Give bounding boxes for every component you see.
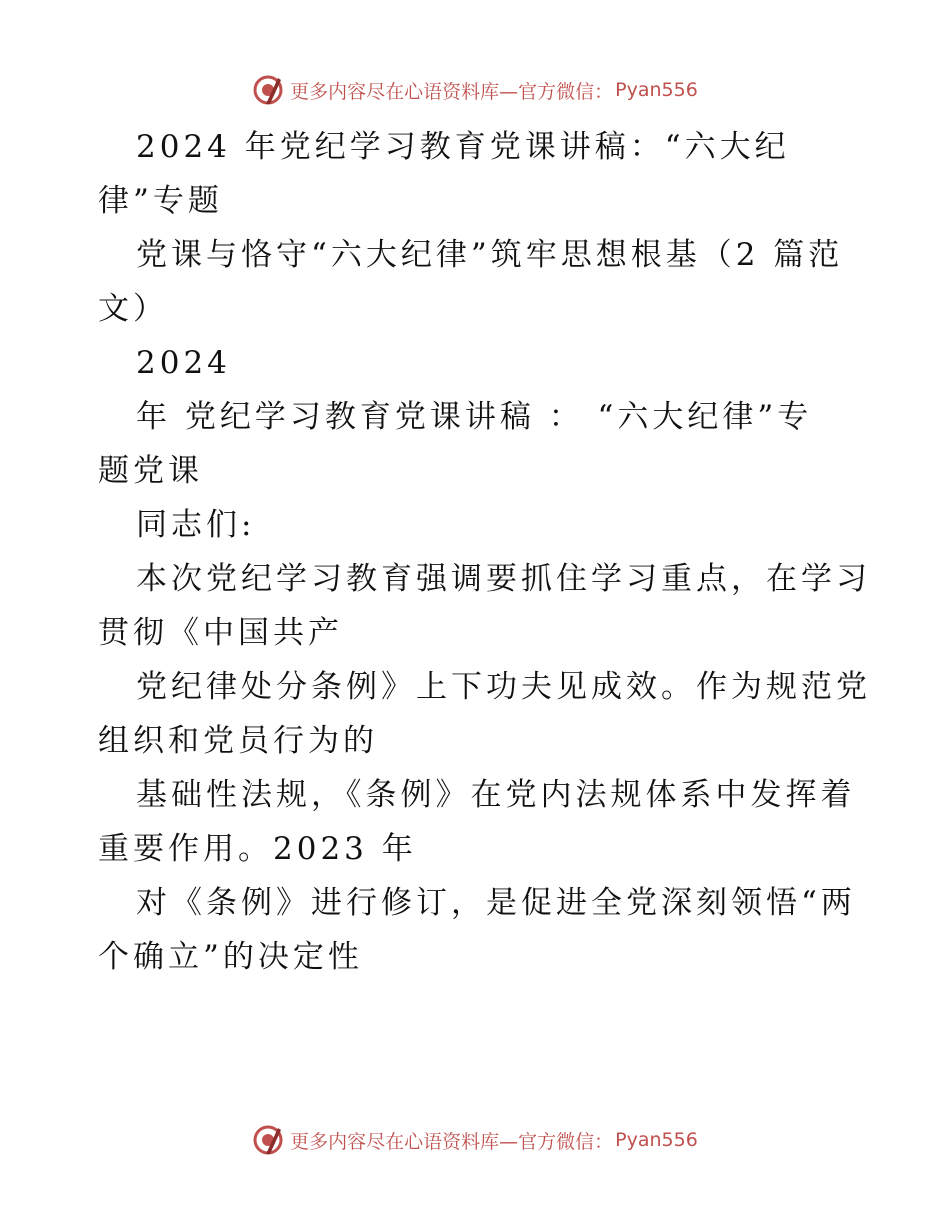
text-line: 重要作用。2023 年 — [98, 831, 417, 867]
text-line: 个确立”的决定性 — [98, 939, 363, 975]
text-line: 题党课 — [98, 453, 203, 489]
text-line: 同志们: — [136, 507, 256, 543]
watermark-text: 更多内容尽在心语资料库—官方微信： — [290, 80, 614, 103]
quill-logo-icon — [252, 1124, 284, 1156]
watermark-text: 更多内容尽在心语资料库—官方微信： — [290, 1130, 614, 1153]
text-line: 年 党纪学习教育党课讲稿 ： “六大纪律”专 — [136, 399, 813, 435]
text-line: 对《条例》进行修订，是促进全党深刻领悟“两 — [136, 885, 856, 921]
footer-watermark — [0, 1120, 950, 1160]
header-watermark — [0, 70, 950, 110]
watermark-handle: Pyan556 — [615, 79, 698, 101]
text-line: 本次党纪学习教育强调要抓住学习重点，在学习 — [136, 561, 871, 597]
text-line: 文） — [98, 291, 168, 327]
quill-logo-icon — [252, 74, 284, 106]
text-line: 组织和党员行为的 — [98, 723, 378, 759]
document-body — [98, 120, 871, 984]
text-line: 党课与恪守“六大纪律”筑牢思想根基（2 篇范 — [136, 237, 844, 273]
text-line: 党纪律处分条例》上下功夫见成效。作为规范党 — [136, 669, 871, 705]
text-line: 律”专题 — [98, 183, 223, 219]
text-line: 2024 年党纪学习教育党课讲稿：“六大纪 — [136, 129, 790, 165]
text-line: 2024 — [136, 345, 231, 381]
watermark-handle: Pyan556 — [615, 1129, 698, 1151]
text-line: 基础性法规，《条例》在党内法规体系中发挥着 — [136, 777, 856, 813]
text-line: 贯彻《中国共产 — [98, 615, 343, 651]
